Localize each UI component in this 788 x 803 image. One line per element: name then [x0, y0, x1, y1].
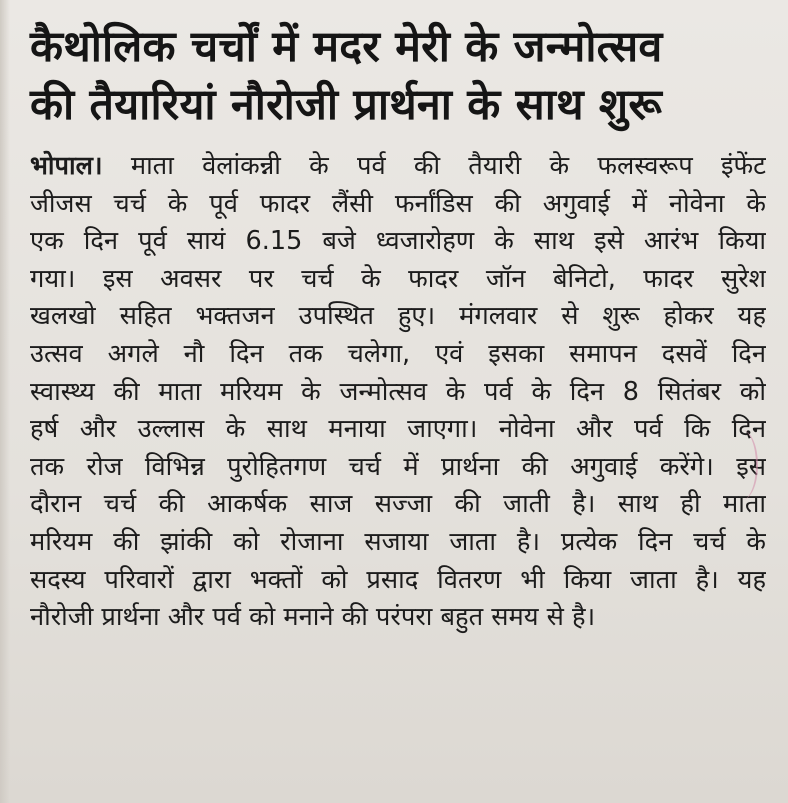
body-line-6: उत्सव अगले नौ दिन तक चलेगा, एवं इसका समापन दसवें दिन [30, 338, 766, 369]
body-line-10: दौरान चर्च की आकर्षक साज सज्जा की जाती है। साथ ही माता [30, 489, 766, 520]
body-line-2: जीजस चर्च के पूर्व फादर लैंसी फर्नांडिस की अगुवाई में नोवेना के [30, 188, 766, 219]
page-edge-shadow [0, 0, 10, 803]
body-line-8: हर्ष और उल्लास के साथ मनाया जाएगा। नोवेना और पर्व कि दिन [30, 414, 766, 445]
headline-line-1: कैथोलिक चर्चों में मदर मेरी के जन्मोत्सव [30, 22, 663, 72]
article-body [30, 148, 766, 637]
body-line-9: तक रोज विभिन्न पुरोहितगण चर्च में प्रार्थना की अगुवाई करेंगे। इस [30, 451, 766, 482]
body-line-1-text: माता वेलांकन्नी के पर्व की तैयारी के फलस्वरूप इंफेंट [102, 151, 766, 181]
body-line-4: गया। इस अवसर पर चर्च के फादर जॉन बेनिटो, फादर सुरेश [30, 263, 766, 294]
body-line-7: स्वास्थ्य की माता मरियम के जन्मोत्सव के पर्व के दिन 8 सितंबर को [30, 376, 766, 407]
dateline: भोपाल। [30, 151, 103, 181]
headline [30, 18, 766, 134]
body-line-11: मरियम की झांकी को रोजाना सजाया जाता है। प्रत्येक दिन चर्च के [30, 526, 766, 557]
body-line-1 [30, 148, 766, 186]
headline-line-2: की तैयारियां नौरोजी प्रार्थना के साथ शुरू [30, 80, 662, 130]
body-line-5: खलखो सहित भक्तजन उपस्थित हुए। मंगलवार से शुरू होकर यह [30, 301, 766, 332]
ink-mark [726, 430, 758, 500]
body-line-12: सदस्य परिवारों द्वारा भक्तों को प्रसाद वितरण भी किया जाता है। यह [30, 564, 766, 595]
body-line-13: नौरोजी प्रार्थना और पर्व को मनाने की परंपरा बहुत समय से है। [30, 602, 596, 633]
body-line-3: एक दिन पूर्व सायं 6.15 बजे ध्वजारोहण के साथ इसे आरंभ किया [30, 226, 766, 257]
